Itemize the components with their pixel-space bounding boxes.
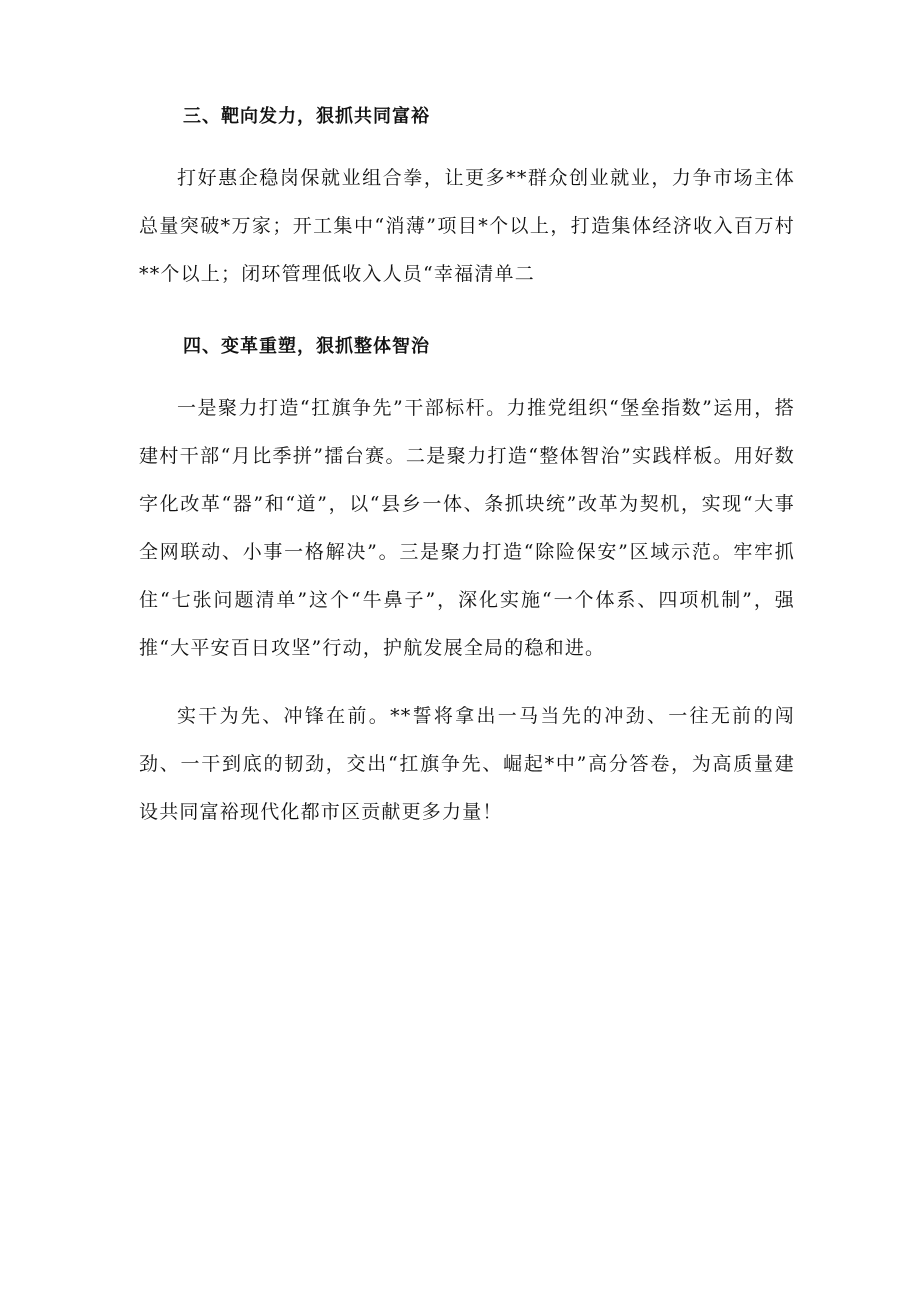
spacer — [139, 672, 795, 692]
spacer — [139, 366, 795, 384]
section-paragraph-three: 打好惠企稳岗保就业组合拳，让更多**群众创业就业，力争市场主体总量突破*万家；开工集中“消薄”项目*个以上，打造集体经济收入百万村**个以上；闭环管理低收入人员“幸福清单二 — [139, 167, 795, 285]
section-paragraph-four: 一是聚力打造“扛旗争先”干部标杆。力推党组织“堡垒指数”运用，搭建村干部“月比季拼”擂台赛。二是聚力打造“整体智治”实践样板。用好数字化改革“器”和“道”，以“县乡一体、条抓块统”改革为契机，实现“大事全网联动、小事一格解决”。三是聚力打造“除险保安”区域示范。牢牢抓住“七张问题清单”这个“牛鼻子”，深化实施“一个体系、四项机制”，强推“大平安百日攻坚”行动，护航发展全局的稳和进。 — [139, 397, 795, 659]
section-heading-three: 三、靶向发力，狠抓共同富裕 — [183, 106, 430, 127]
document-body — [139, 98, 795, 836]
closing-paragraph: 实干为先、冲锋在前。**誓将拿出一马当先的冲劲、一往无前的闯劲、一干到底的韧劲，交出“扛旗争先、崛起*中”高分答卷，为高质量建设共同富裕现代化都市区贡献更多力量！ — [139, 705, 795, 823]
spacer — [139, 136, 795, 154]
section-heading-four: 四、变革重塑，狠抓整体智治 — [183, 336, 430, 357]
spacer — [139, 298, 795, 328]
